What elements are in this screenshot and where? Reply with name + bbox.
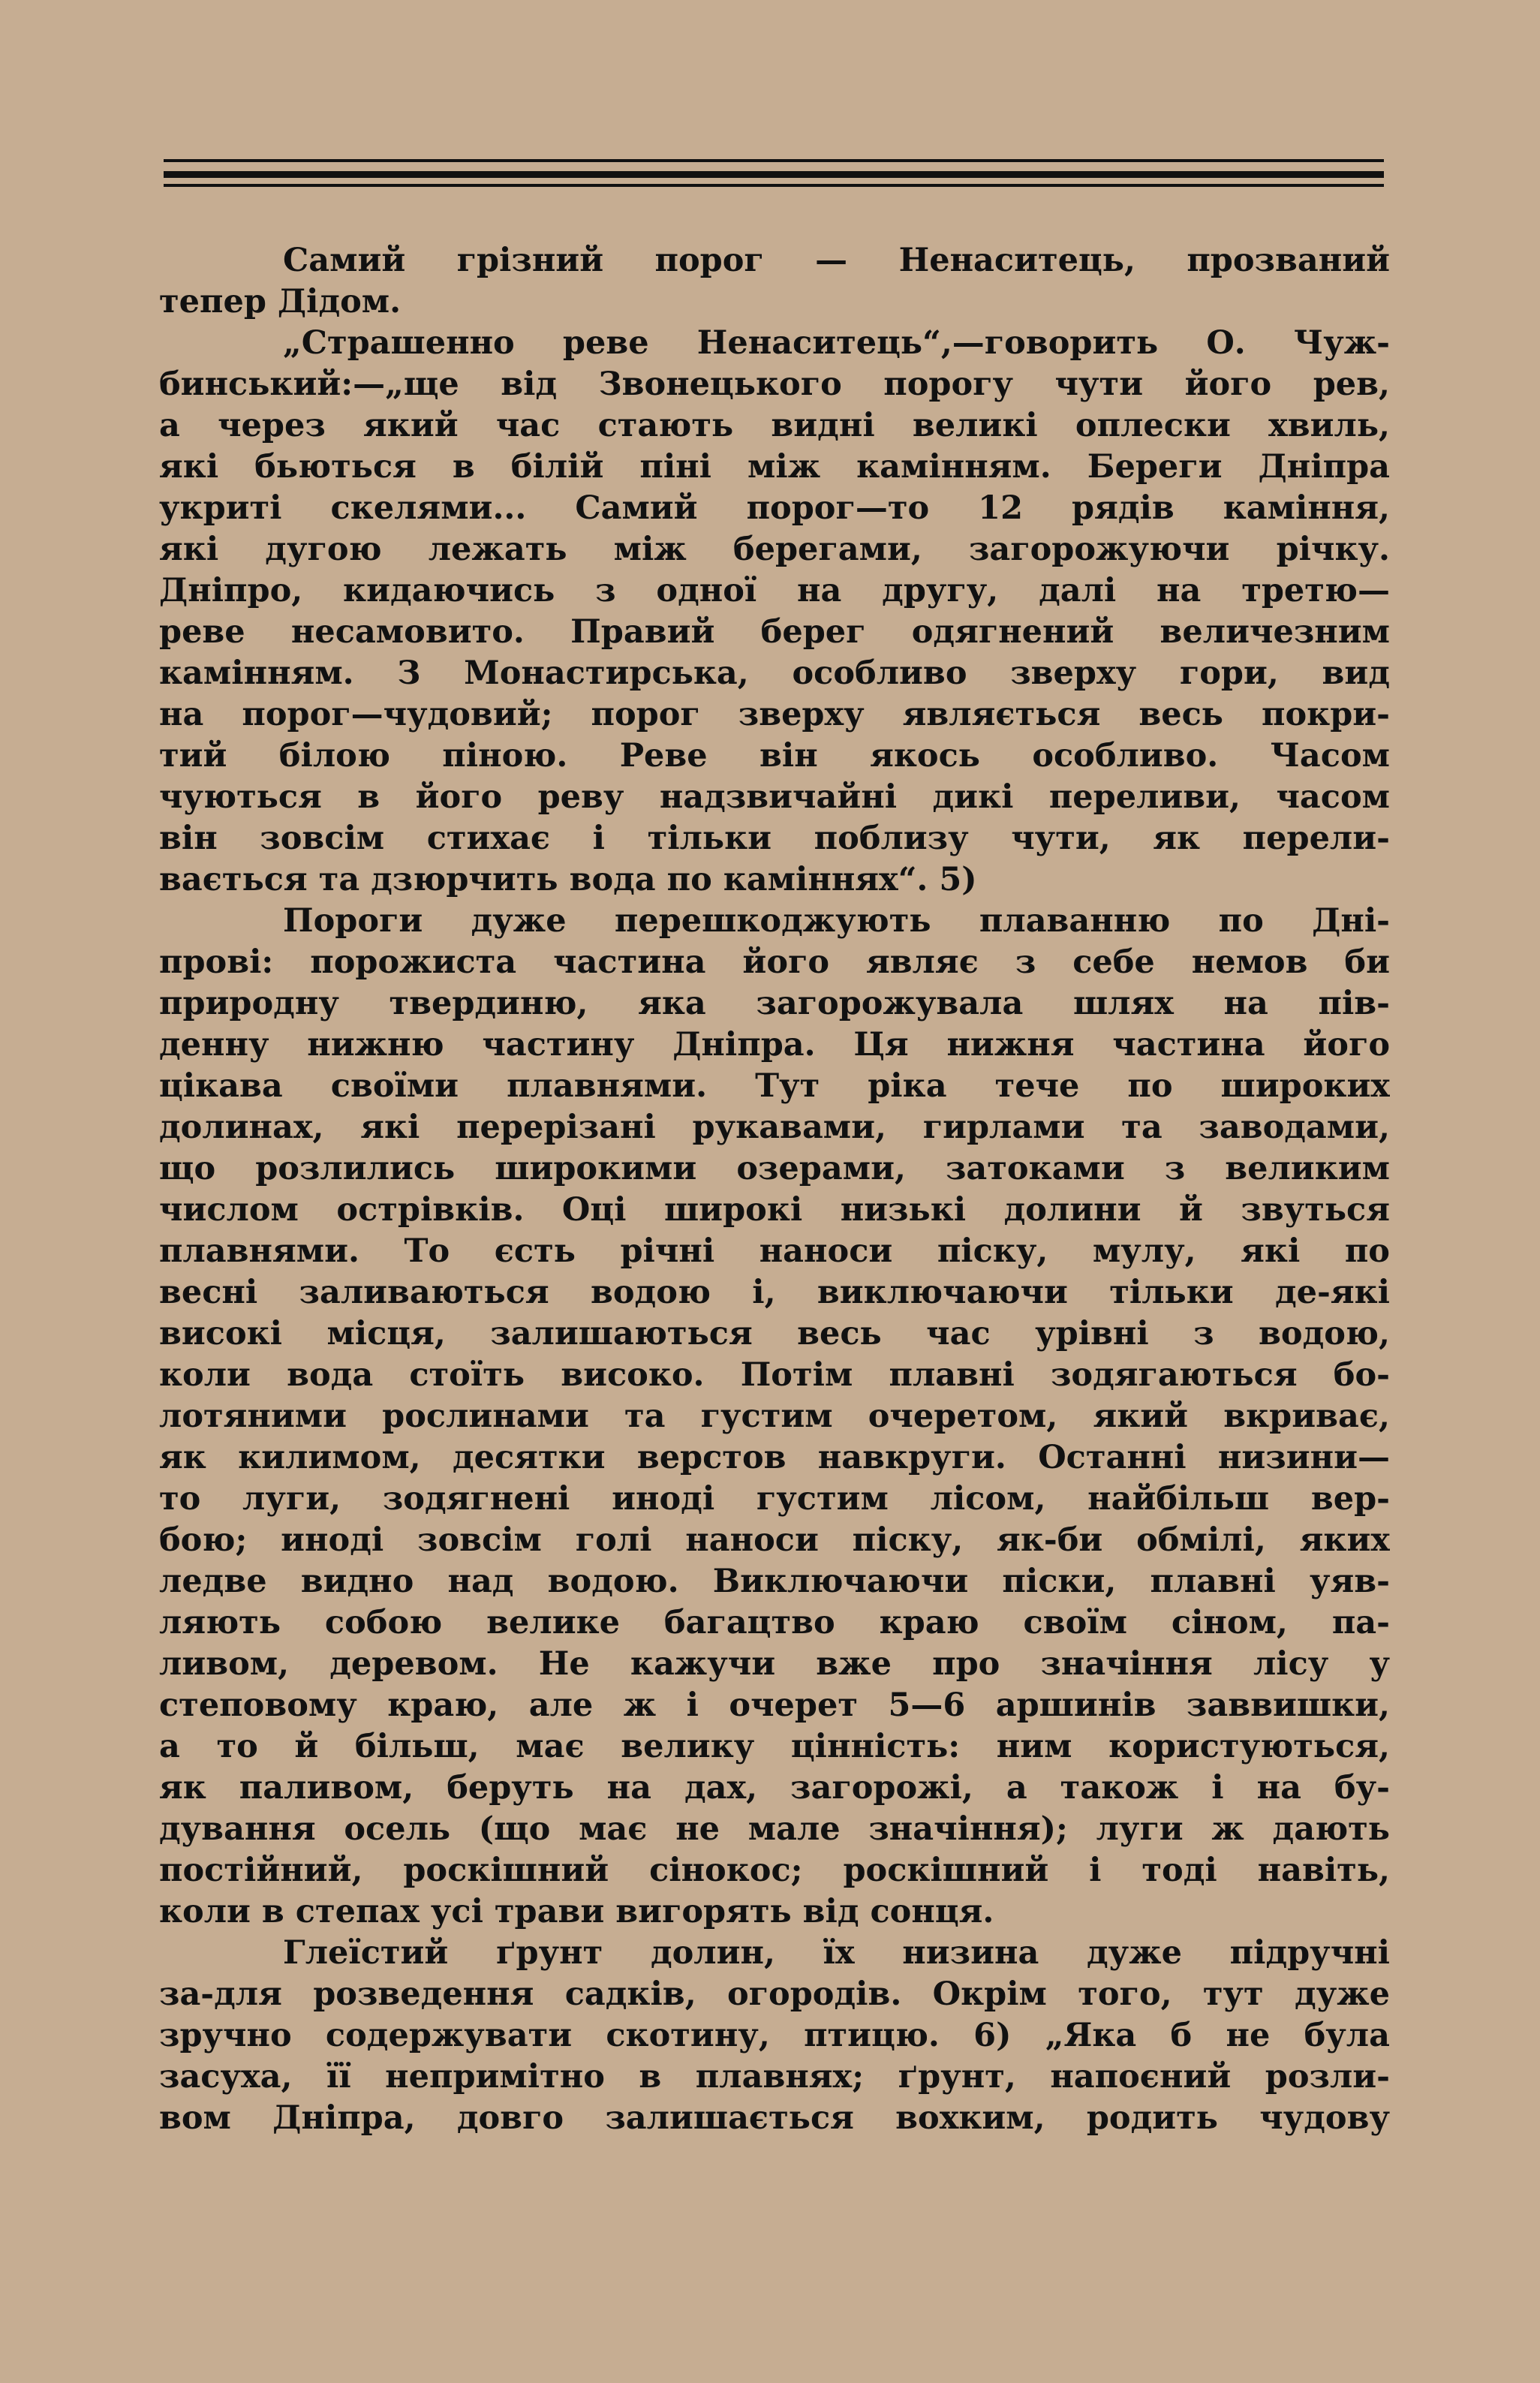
text-line: вом Дніпра, довго залишається вохким, родить чудову: [159, 2099, 1390, 2137]
text-line: цікава своїми плавнями. Тут ріка тече по широких: [159, 1067, 1390, 1105]
text-line: лотяними рослинами та густим очеретом, який вкриває,: [159, 1398, 1390, 1435]
text-line: за-для розведення садків, огородів. Окрім того, тут дуже: [159, 1975, 1390, 2013]
text-line: денну нижню частину Дніпра. Ця нижня частина його: [159, 1026, 1390, 1064]
text-line: як паливом, беруть на дах, загорожі, а також і на бу-: [159, 1769, 1390, 1807]
text-line: а через який час стають видні великі оплески хвиль,: [159, 407, 1390, 444]
text-line: бинський:—„ще від Звонецького порогу чути його рев,: [159, 366, 1390, 403]
text-line: Самий грізний порог — Ненаситець, прозваний: [283, 242, 1390, 279]
text-line: природну твердиню, яка загорожувала шлях на пів-: [159, 985, 1390, 1022]
text-line: які бьються в білій піні між камінням. Береги Дніпра: [159, 448, 1390, 486]
header-rule: [164, 159, 1384, 192]
text-line: Пороги дуже перешкоджують плаванню по Дні-: [283, 902, 1390, 940]
text-line: як килимом, десятки верстов навкруги. Останні низини—: [159, 1439, 1390, 1476]
text-line: ледве видно над водою. Виключаючи піски, плавні уяв-: [159, 1563, 1390, 1600]
text-line: коли вода стоїть високо. Потім плавні зодягаються бо-: [159, 1356, 1390, 1394]
text-line: високі місця, залишаються весь час урівні з водою,: [159, 1315, 1390, 1352]
text-line: долинах, які перерізані рукавами, гирлами та заводами,: [159, 1109, 1390, 1146]
text-line: реве несамовито. Правий берег одягнений величезним: [159, 613, 1390, 651]
text-line: то луги, зодягнені иноді густим лісом, найбільш вер-: [159, 1480, 1390, 1518]
header-rule-top-line: [164, 159, 1384, 162]
text-line: які дугою лежать між берегами, загорожуючи річку.: [159, 531, 1390, 568]
text-line: весні заливаються водою і, виключаючи тільки де-які: [159, 1274, 1390, 1311]
text-line: укриті скелями... Самий порог—то 12 рядів каміння,: [159, 489, 1390, 527]
text-line: він зовсім стихає і тільки поблизу чути, як перели-: [159, 820, 1390, 857]
text-line: постійний, роскішний сінокос; роскішний і тоді навіть,: [159, 1852, 1390, 1889]
text-line: числом острівків. Оці широкі низькі долини й звуться: [159, 1191, 1390, 1229]
text-line: вається та дзюрчить вода по каміннях“. 5): [159, 861, 977, 898]
text-line: Дніпро, кидаючись з одної на другу, далі на третю—: [159, 572, 1390, 609]
text-line: зручно содержувати скотину, птицю. 6) „Яка б не була: [159, 2017, 1390, 2054]
text-line: ливом, деревом. Не кажучи вже про значіння лісу у: [159, 1645, 1390, 1683]
text-line: степовому краю, але ж і очерет 5—6 аршинів заввишки,: [159, 1686, 1390, 1724]
body-text: [159, 240, 1390, 2139]
text-line: а то й більш, має велику цінність: ним користуються,: [159, 1728, 1390, 1765]
text-line: ляють собою велике багацтво краю своїм сіном, па-: [159, 1604, 1390, 1641]
text-line: коли в степах усі трави вигорять від сонця.: [159, 1893, 994, 1930]
text-line: на порог—чудовий; порог зверху являється весь покри-: [159, 696, 1390, 733]
text-line: прові: порожиста частина його являє з себе немов би: [159, 943, 1390, 981]
header-rule-bottom-line: [164, 184, 1384, 187]
text-line: тий білою піною. Реве він якось особливо. Часом: [159, 737, 1390, 775]
text-line: „Страшенно реве Ненаситець“,—говорить О. Чуж-: [283, 324, 1390, 362]
text-line: дування осель (що має не мале значіння); луги ж дають: [159, 1810, 1390, 1848]
text-line: Глеїстий ґрунт долин, їх низина дуже підручні: [283, 1934, 1390, 1972]
text-line: плавнями. То єсть річні наноси піску, мулу, які по: [159, 1232, 1390, 1270]
text-line: чуються в його реву надзвичайні дикі переливи, часом: [159, 778, 1390, 816]
text-line: що розлились широкими озерами, затоками з великим: [159, 1150, 1390, 1187]
text-line: камінням. З Монастирська, особливо зверху гори, вид: [159, 654, 1390, 692]
text-line: засуха, її непримітно в плавнях; ґрунт, напоєний розли-: [159, 2058, 1390, 2096]
header-rule-thick-line: [164, 171, 1384, 178]
text-line: тепер Дідом.: [159, 283, 402, 320]
text-line: бою; иноді зовсім голі наноси піску, як-би обмілі, яких: [159, 1521, 1390, 1559]
